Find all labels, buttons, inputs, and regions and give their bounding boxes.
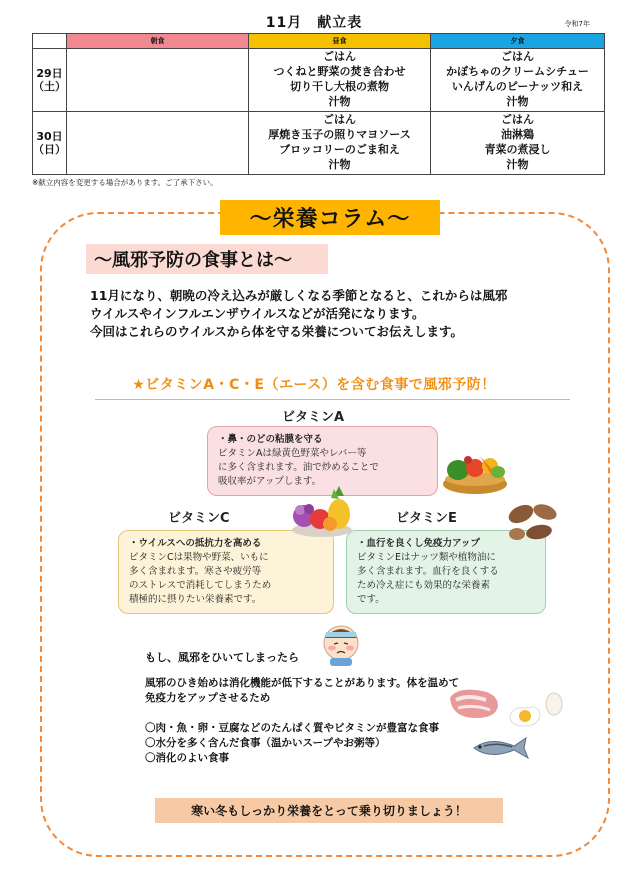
header-breakfast: 朝食: [67, 34, 249, 49]
section-heading: ～風邪予防の食事とは～: [86, 244, 328, 274]
dish: 切り干し大根の煮物: [290, 80, 389, 93]
vitamin-a-point: ・鼻・のどの粘膜を守る: [218, 434, 323, 445]
sick-child-icon: [316, 618, 366, 666]
cold-list: [145, 721, 439, 766]
dish: かぼちゃのクリームシチュー: [446, 65, 589, 78]
date-cell: [33, 112, 67, 175]
breakfast-cell: [67, 112, 249, 175]
vitamin-e-line: 多く含まれます。血行を良くする: [357, 566, 499, 577]
lunch-cell: [249, 49, 431, 112]
breakfast-cell: [67, 49, 249, 112]
intro-text: [90, 287, 570, 341]
cold-text-line: 風邪のひき始めは消化機能が低下することがあります。体を温めて: [145, 677, 460, 689]
dinner-cell: [431, 112, 605, 175]
cold-text-line: 免疫力をアップさせるため: [145, 692, 271, 704]
dish: 汁物: [328, 158, 351, 171]
intro-line: 11月になり、朝晩の冷え込みが厳しくなる季節となると、これからは風邪: [90, 288, 508, 303]
vitamin-a-line: ビタミンAは緑黄色野菜やレバー等: [218, 448, 367, 459]
menu-table: [32, 33, 605, 175]
header-date-cell: [33, 34, 67, 49]
dish: 汁物: [328, 95, 351, 108]
vegetables-icon: [440, 448, 510, 496]
header-lunch: 昼食: [249, 34, 431, 49]
egg-icon: [508, 690, 564, 730]
column-title: ～栄養コラム～: [220, 200, 440, 235]
vitamin-c-line: ビタミンCは果物や野菜、いもに: [129, 552, 269, 563]
dish: ごはん: [501, 50, 534, 63]
vitamin-heading: ★ビタミンA・C・E（エース）を含む食事で風邪予防！: [132, 377, 496, 393]
date-weekday: （土）: [33, 80, 66, 93]
fish-icon: [470, 734, 530, 760]
dish: ごはん: [501, 113, 534, 126]
era-label: 令和7年: [564, 20, 590, 28]
date-day: 29日: [36, 67, 63, 80]
divider: [95, 399, 570, 400]
vitamin-c-box: [118, 530, 334, 614]
vitamin-a-line: 吸収率がアップします。: [218, 476, 322, 487]
list-item: 〇肉・魚・卵・豆腐などのたんぱく質やビタミンが豊富な食事: [145, 722, 439, 734]
date-day: 30日: [36, 130, 63, 143]
dish: ブロッコリーのごま和え: [279, 143, 400, 156]
vitamin-a-line: に多く含まれます。油で炒めることで: [218, 462, 379, 473]
dish: 油淋鶏: [501, 128, 534, 141]
vitamin-e-label: ビタミンE: [396, 511, 457, 526]
cold-heading: もし、風邪をひいてしまったら: [145, 651, 299, 664]
lunch-cell: [249, 112, 431, 175]
dinner-cell: [431, 49, 605, 112]
vitamin-a-label: ビタミンA: [282, 410, 345, 425]
table-row: [33, 49, 605, 112]
dish: 汁物: [506, 95, 529, 108]
vitamin-e-line: ため冷え症にも効果的な栄養素: [357, 580, 491, 591]
intro-line: ウイルスやインフルエンザウイルスなどが活発になります。: [90, 306, 425, 321]
dish: 青菜の煮浸し: [484, 143, 551, 156]
vitamin-c-point: ・ウイルスへの抵抗力を高める: [129, 538, 262, 549]
closing-banner: 寒い冬もしっかり栄養をとって乗り切りましょう！: [155, 798, 503, 823]
dish: 汁物: [506, 158, 529, 171]
menu-note: ※献立内容を変更する場合があります。ご了承下さい。: [32, 178, 218, 187]
vitamin-c-line: のストレスで消耗してしまうため: [129, 580, 272, 591]
vitamin-c-line: 多く含まれます。寒さや疲労等: [129, 566, 262, 577]
vitamin-e-line: ビタミンEはナッツ類や植物油に: [357, 552, 496, 563]
vitamin-c-label: ビタミンC: [168, 511, 230, 526]
menu-header-row: [33, 34, 605, 49]
vitamin-e-point: ・血行を良くし免疫力アップ: [357, 538, 480, 549]
fruit-icon: [288, 486, 356, 538]
header-dinner: 夕食: [431, 34, 605, 49]
intro-line: 今回はこれらのウイルスから体を守る栄養についてお伝えします。: [90, 324, 464, 339]
nuts-icon: [505, 500, 563, 546]
cold-text: [145, 676, 505, 706]
date-cell: [33, 49, 67, 112]
dish: いんげんのピーナッツ和え: [451, 80, 584, 93]
vitamin-e-line: です。: [357, 594, 385, 605]
vitamin-c-line: 積極的に摂りたい栄養素です。: [129, 594, 262, 605]
table-row: [33, 112, 605, 175]
dish: つくねと野菜の焚き合わせ: [273, 65, 406, 78]
list-item: 〇水分を多く含んだ食事（温かいスープやお粥等）: [145, 737, 386, 749]
dish: 厚焼き玉子の照りマヨソース: [268, 128, 411, 141]
dish: ごはん: [323, 113, 356, 126]
dish: ごはん: [323, 50, 356, 63]
list-item: 〇消化のよい食事: [145, 752, 229, 764]
date-weekday: （日）: [33, 143, 66, 156]
page-title: 11月 献立表: [265, 15, 363, 31]
